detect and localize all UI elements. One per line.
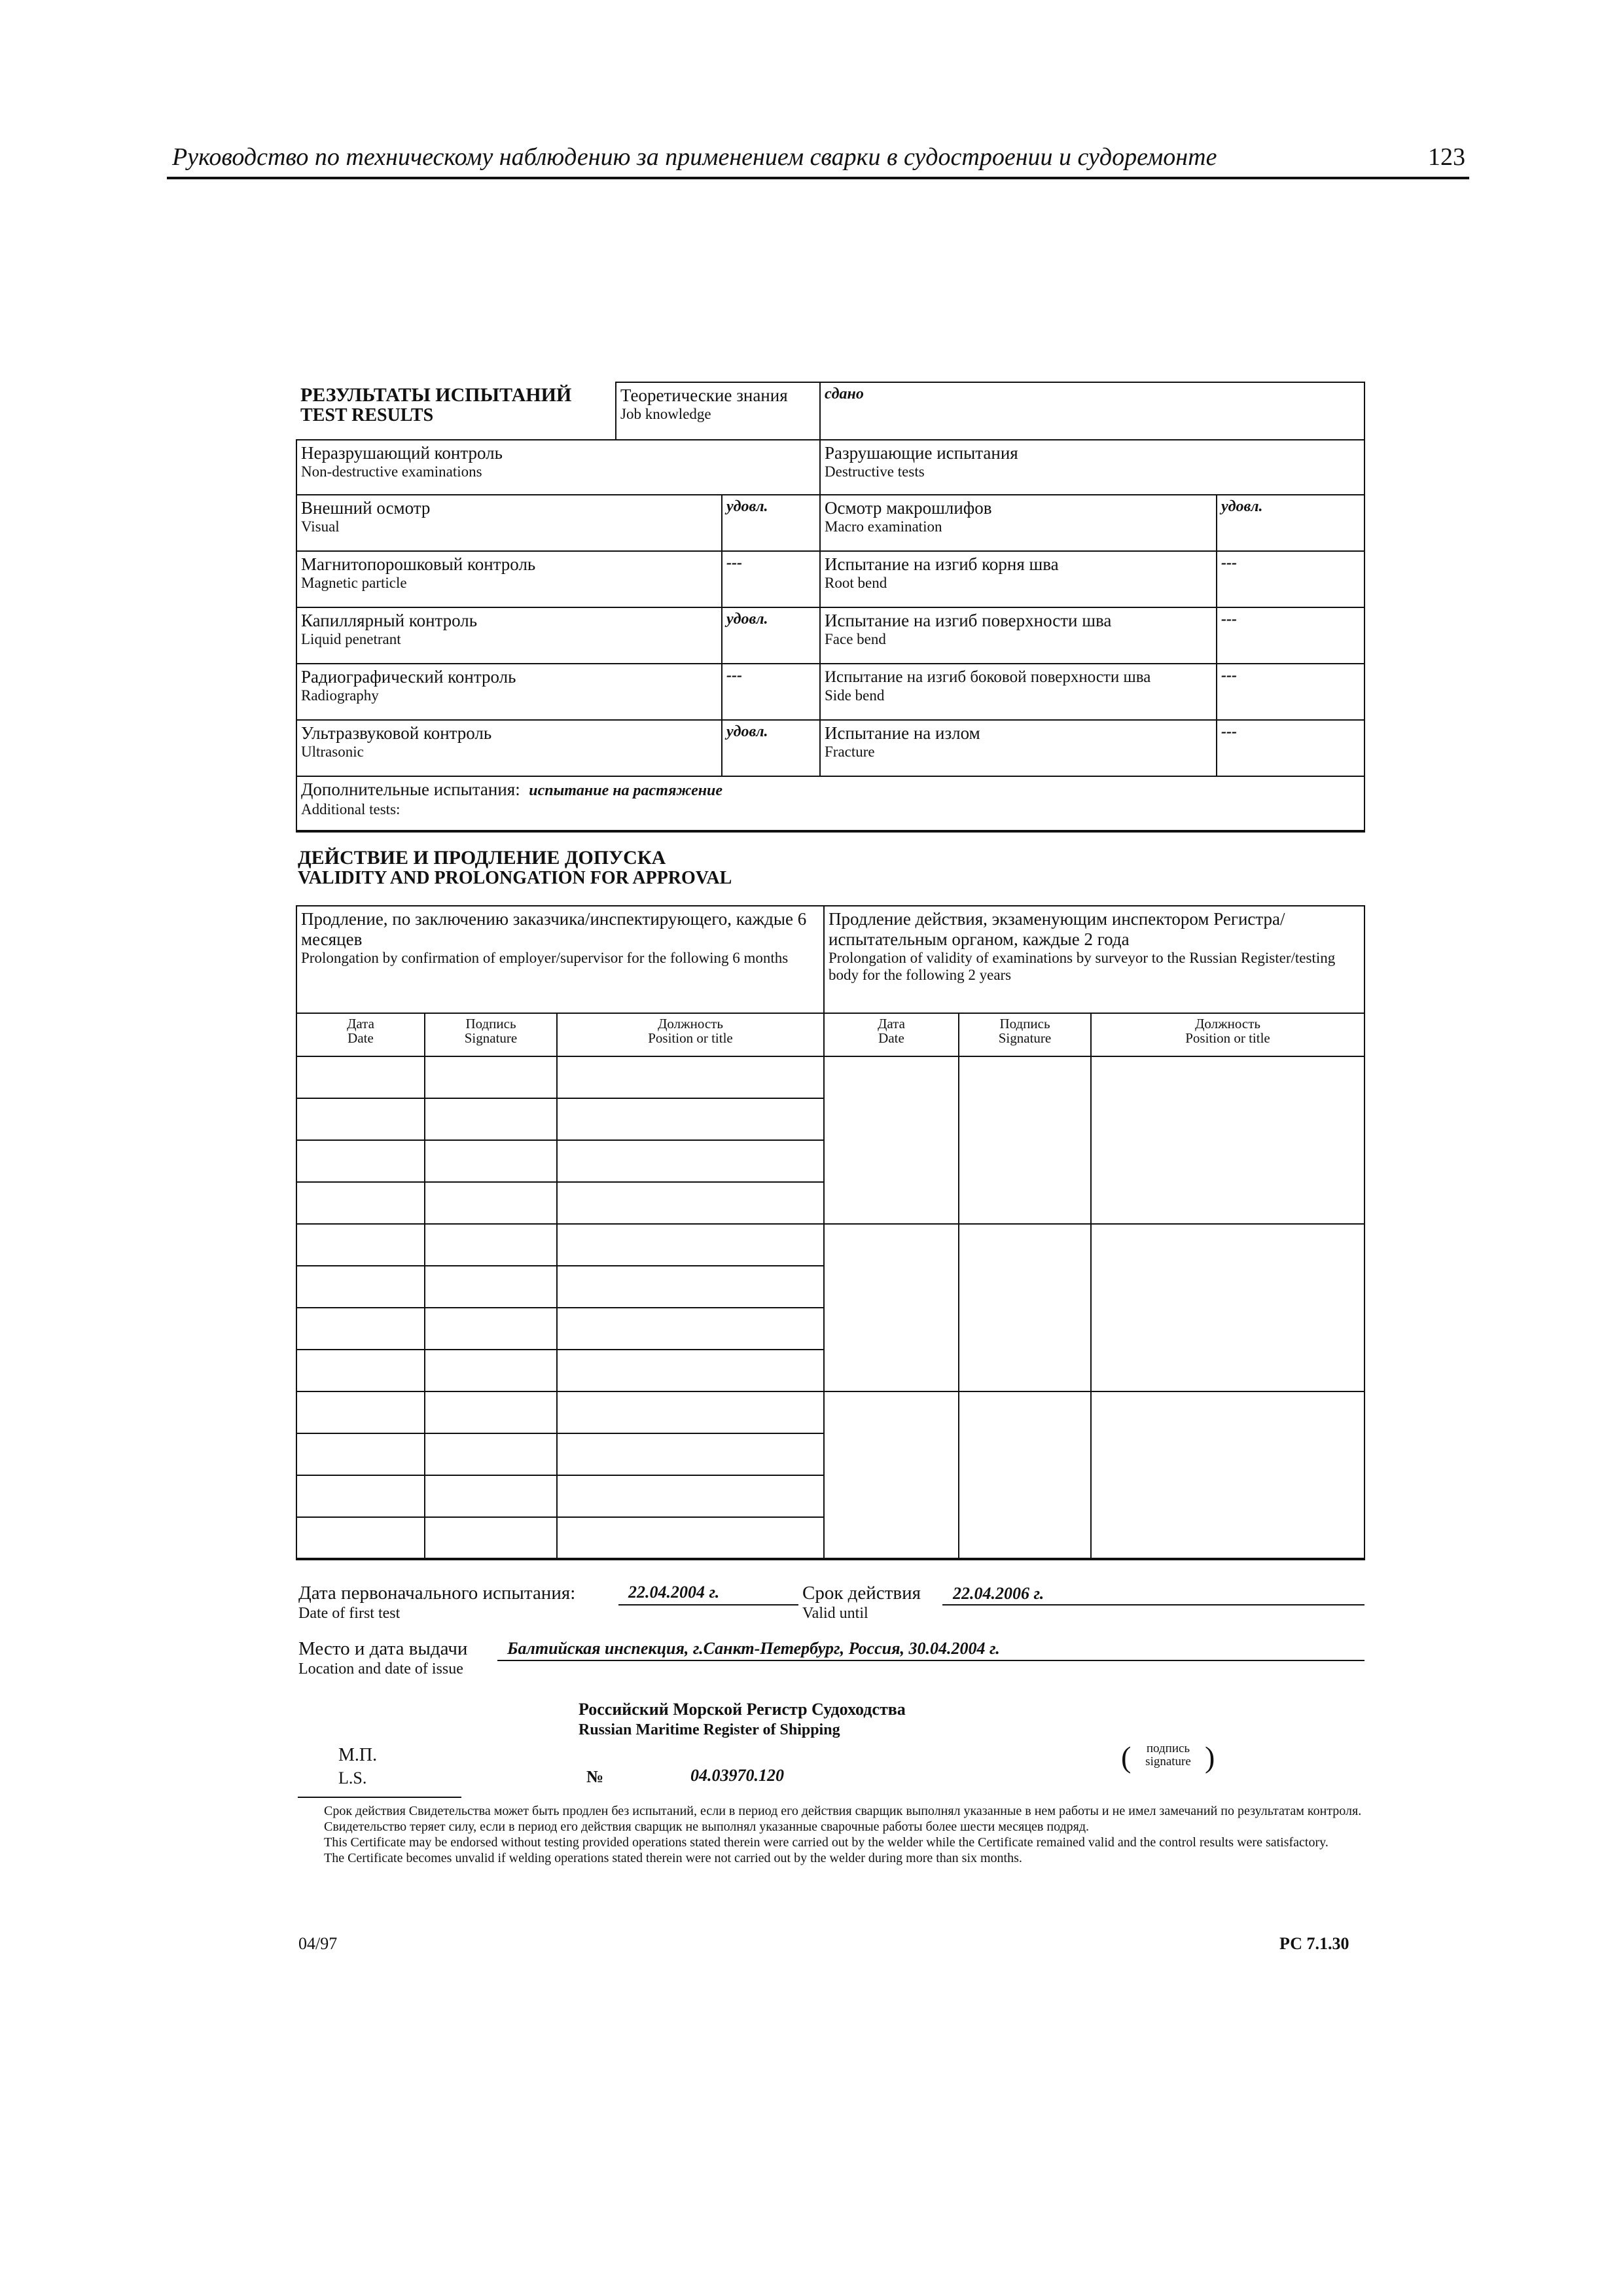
signature-label-ru: подпись bbox=[1146, 1742, 1190, 1755]
valid-until-label-en: Valid until bbox=[802, 1605, 868, 1622]
test-row: Внешний осмотр Visual удовл. Осмотр макрошлифов Macro examination удовл. bbox=[296, 495, 1364, 551]
additional-tests: Дополнительные испытания: испытание на растяжение Additional tests: bbox=[296, 776, 1364, 831]
footnote-1: Срок действия Свидетельства может быть продлен без испытаний, если в период его действия сварщик выполнял указанные в нем работы и не имел замечаний по результатам контроля. bbox=[324, 1804, 1362, 1818]
col-position: Должность Position or title bbox=[557, 1013, 824, 1056]
valid-until-value: 22.04.2006 г. bbox=[953, 1584, 1044, 1603]
test-row: Радиографический контроль Radiography --- Испытание на изгиб боковой поверхности шва Side bend --- bbox=[296, 664, 1364, 720]
test-value: --- bbox=[1217, 664, 1364, 720]
job-knowledge-value: сдано bbox=[820, 382, 1364, 440]
test-value: --- bbox=[1217, 607, 1364, 664]
col-signature: Подпись Signature bbox=[959, 1013, 1091, 1056]
footnotes bbox=[298, 1803, 1364, 1866]
col-date: Дата Date bbox=[824, 1013, 959, 1056]
valid-until-underline bbox=[942, 1604, 1364, 1605]
test-value: удовл. bbox=[1217, 495, 1364, 551]
form-code-left: 04/97 bbox=[298, 1934, 338, 1953]
first-test-value: 22.04.2004 г. bbox=[628, 1583, 720, 1602]
first-test-label-en: Date of first test bbox=[298, 1605, 401, 1622]
number-label: № bbox=[586, 1767, 604, 1786]
location-label: Место и дата выдачи bbox=[298, 1638, 468, 1659]
test-results-table bbox=[296, 382, 1365, 833]
col-date: Дата Date bbox=[296, 1013, 425, 1056]
job-knowledge-label: Теоретические знания Job knowledge bbox=[616, 382, 820, 440]
location-label-en: Location and date of issue bbox=[298, 1660, 463, 1677]
issuer-name-en: Russian Maritime Register of Shipping bbox=[579, 1721, 840, 1738]
validity-table bbox=[296, 905, 1365, 1560]
test-value: --- bbox=[722, 551, 820, 607]
header-rule bbox=[167, 177, 1469, 179]
test-row: Магнитопорошковый контроль Magnetic particle --- Испытание на изгиб корня шва Root bend --- bbox=[296, 551, 1364, 607]
validity-row bbox=[296, 1224, 1364, 1266]
test-value: --- bbox=[722, 664, 820, 720]
test-row: Капиллярный контроль Liquid penetrant удовл. Испытание на изгиб поверхности шва Face bend --- bbox=[296, 607, 1364, 664]
certificate-number: 04.03970.120 bbox=[690, 1766, 784, 1785]
page-number: 123 bbox=[1428, 143, 1465, 171]
ndt-header: Неразрушающий контроль Non-destructive examinations bbox=[296, 440, 820, 495]
test-value: удовл. bbox=[722, 720, 820, 776]
col-position: Должность Position or title bbox=[1091, 1013, 1364, 1056]
valid-until-label: Срок действия bbox=[802, 1583, 921, 1604]
test-value: --- bbox=[1217, 551, 1364, 607]
test-value: удовл. bbox=[722, 607, 820, 664]
first-test-underline bbox=[618, 1604, 798, 1605]
test-value: удовл. bbox=[722, 495, 820, 551]
footnote-4: The Certificate becomes unvalid if welding operations stated therein were not carried out by the welder during more than six months. bbox=[324, 1851, 1022, 1865]
footnote-2: Свидетельство теряет силу, если в период его действия сварщик не выполнял указанные сварочные работы более шести месяцев подряд. bbox=[324, 1820, 1090, 1834]
running-header-title: Руководство по техническому наблюдению за применением сварки в судостроении и судоремонте bbox=[172, 143, 1217, 171]
additional-tests-value: испытание на растяжение bbox=[529, 782, 723, 799]
test-results-title: РЕЗУЛЬТАТЫ ИСПЫТАНИЙ TEST RESULTS bbox=[296, 382, 616, 440]
first-test-label: Дата первоначального испытания: bbox=[298, 1583, 576, 1604]
location-underline bbox=[497, 1660, 1364, 1661]
validity-right-header: Продление действия, экзаменующим инспектором Регистра/испытательным органом, каждые 2 года Prolongation of validity of examinations by surveyor to the Russian Register/testing body for the following 2 years bbox=[824, 906, 1364, 1013]
validity-left-header: Продление, по заключению заказчика/инспектирующего, каждые 6 месяцев Prolongation by confirmation of employer/supervisor for the following 6 months bbox=[296, 906, 824, 1013]
seal-label-ru: М.П. bbox=[338, 1745, 378, 1765]
signature-label-en: signature bbox=[1145, 1755, 1191, 1768]
test-row: Ультразвуковой контроль Ultrasonic удовл. Испытание на излом Fracture --- bbox=[296, 720, 1364, 776]
footnote-3: This Certificate may be endorsed without testing provided operations stated therein were carried out by the welder while the Certificate remained valid and the control results were satisfactory. bbox=[324, 1835, 1329, 1850]
destructive-header: Разрушающие испытания Destructive tests bbox=[820, 440, 1364, 495]
validity-row bbox=[296, 1391, 1364, 1433]
location-value: Балтийская инспекция, г.Санкт-Петербург, Россия, 30.04.2004 г. bbox=[507, 1639, 1000, 1658]
validity-section-title: ДЕЙСТВИЕ И ПРОДЛЕНИЕ ДОПУСКА VALIDITY AND PROLONGATION FOR APPROVAL bbox=[298, 847, 732, 888]
footnote-rule bbox=[298, 1797, 461, 1798]
col-signature: Подпись Signature bbox=[425, 1013, 557, 1056]
form-code-right: РС 7.1.30 bbox=[1279, 1934, 1349, 1953]
issuer-name-ru: Российский Морской Регистр Судоходства bbox=[579, 1700, 906, 1719]
signature-field: ( подпись signature ) bbox=[1121, 1740, 1215, 1774]
validity-row bbox=[296, 1056, 1364, 1098]
seal-label-en: L.S. bbox=[338, 1768, 367, 1787]
test-value: --- bbox=[1217, 720, 1364, 776]
